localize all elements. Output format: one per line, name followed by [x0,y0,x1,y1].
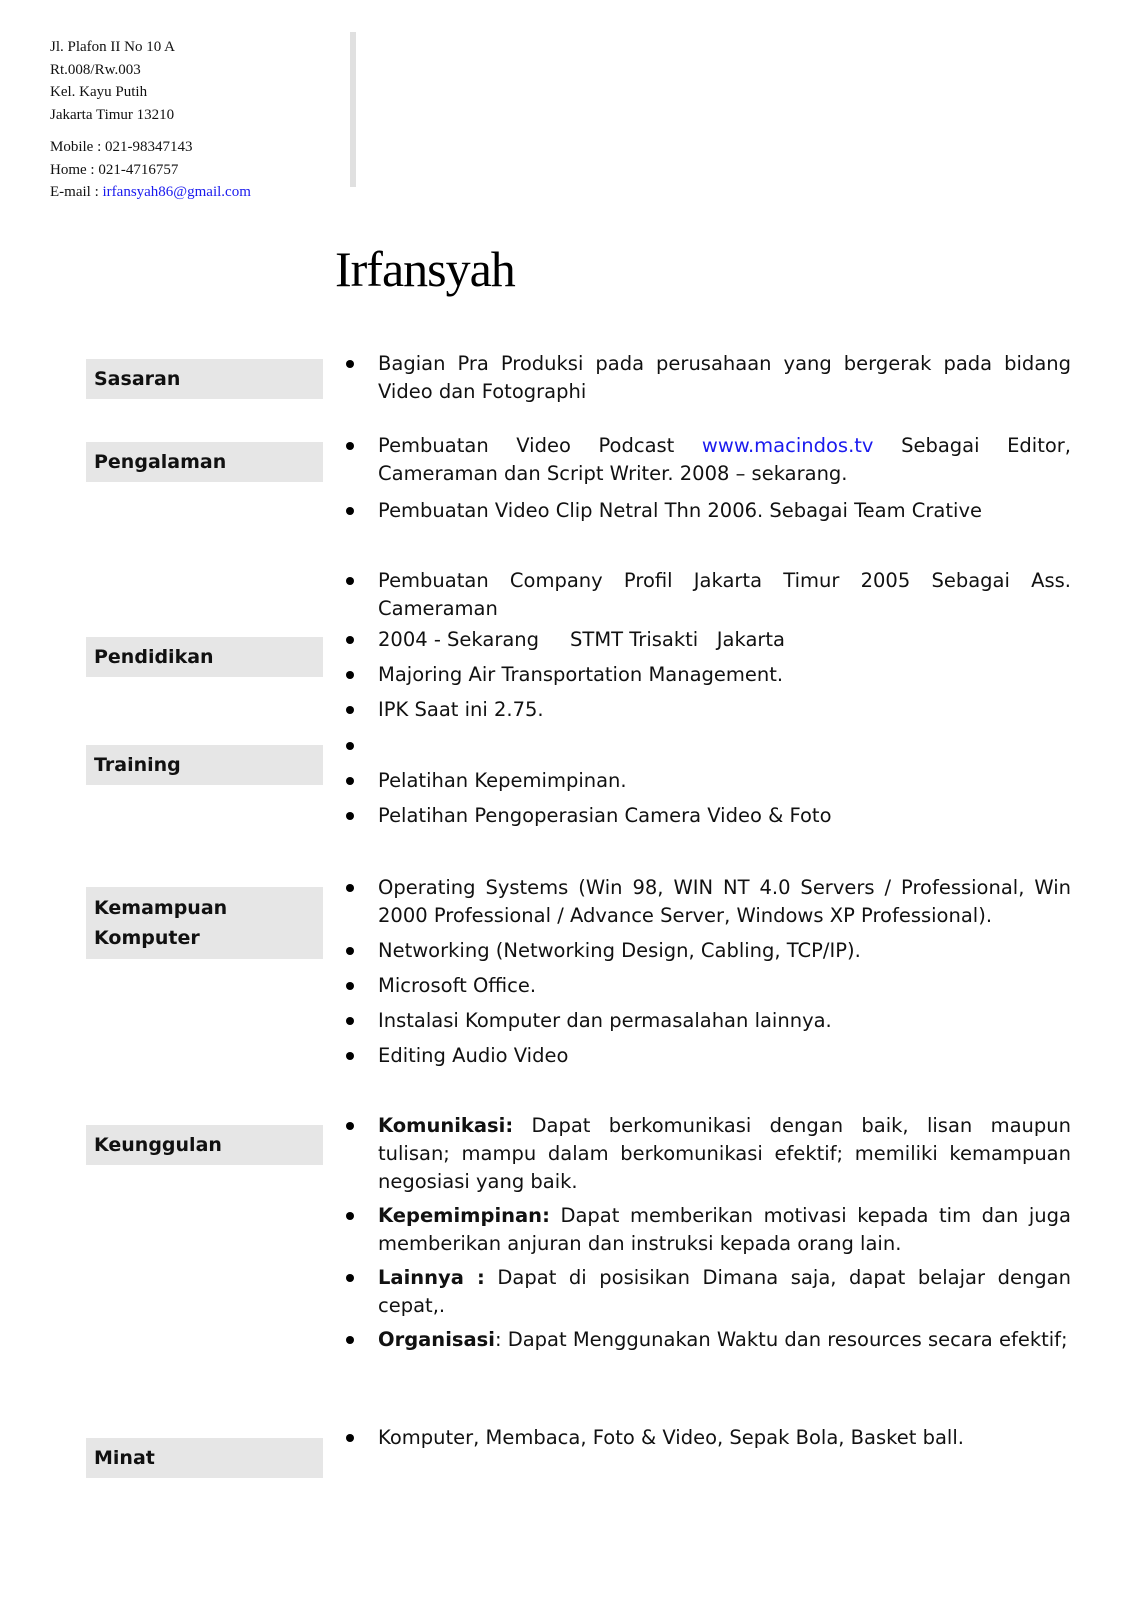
mobile-phone: Mobile : 021-98347143 [50,139,193,155]
email-label: E-mail : [50,184,99,200]
list-item: Kepemimpinan: Dapat memberikan motivasi kepada tim dan juga memberikan anjuran dan instruksi kepada orang lain. [346,1202,1071,1258]
list-item: Pembuatan Video Clip Netral Thn 2006. Sebagai Team Crative [346,497,1071,525]
list-item: Instalasi Komputer dan permasalahan lainnya. [346,1007,1071,1035]
list-item: IPK Saat ini 2.75. [346,696,1071,724]
list-item: Majoring Air Transportation Management. [346,661,1071,689]
list-item: Organisasi: Dapat Menggunakan Waktu dan resources secara efektif; [346,1326,1071,1354]
section-label-pengalaman: Pengalaman [86,442,323,482]
pengalaman-list [346,432,1071,623]
list-item: Komputer, Membaca, Foto & Video, Sepak Bola, Basket ball. [346,1424,1071,1452]
section-label-sasaran: Sasaran [86,359,323,399]
list-item: Pelatihan Pengoperasian Camera Video & Foto [346,802,1071,830]
training-list [346,732,1071,830]
list-item: Komunikasi: Dapat berkomunikasi dengan baik, lisan maupun tulisan; mampu dalam berkomunikasi efektif; memiliki kemampuan negosiasi yang baik. [346,1112,1071,1196]
section-label-training: Training [86,745,323,785]
kemampuan-komputer-list [346,874,1071,1070]
list-item: 2004 - Sekarang STMT Trisakti Jakarta [346,626,1071,654]
minat-list [346,1424,1071,1452]
list-item: Editing Audio Video [346,1042,1071,1070]
list-item: Pembuatan Video Podcast www.macindos.tv Sebagai Editor, Cameraman dan Script Writer. 2008 – sekarang. [346,432,1071,488]
keunggulan-list [346,1112,1071,1354]
list-item: Networking (Networking Design, Cabling, TCP/IP). [346,937,1071,965]
list-item: Pelatihan Kepemimpinan. [346,767,1071,795]
page-title: Irfansyah [335,241,515,297]
macindos-link[interactable]: www.macindos.tv [701,434,874,457]
section-label-kemampuan-komputer: Kemampuan Komputer [86,887,323,959]
email-row [50,181,350,204]
list-item: Bagian Pra Produksi pada perusahaan yang bergerak pada bidang Video dan Fotographi [346,350,1071,406]
pendidikan-list [346,626,1071,724]
contact-block [50,36,350,204]
list-item: Lainnya : Dapat di posisikan Dimana saja, dapat belajar dengan cepat,. [346,1264,1071,1320]
address-line: Kel. Kayu Putih [50,84,148,100]
list-item: Operating Systems (Win 98, WIN NT 4.0 Servers / Professional, Win 2000 Professional / Advance Server, Windows XP Professional). [346,874,1071,930]
section-label-minat: Minat [86,1438,323,1478]
divider-bar [350,32,356,187]
sasaran-list [346,350,1071,406]
address-line: Rt.008/Rw.003 [50,61,141,78]
list-item: Microsoft Office. [346,972,1071,1000]
email-link[interactable]: irfansyah86@gmail.com [102,184,251,200]
address-line: Jakarta Timur 13210 [50,106,175,123]
section-label-pendidikan: Pendidikan [86,637,323,677]
list-item [346,732,1071,760]
address-line: Jl. Plafon II No 10 A [50,39,175,55]
list-item: Pembuatan Company Profil Jakarta Timur 2005 Sebagai Ass. Cameraman [346,567,1071,623]
home-phone: Home : 021-4716757 [50,161,179,178]
section-label-keunggulan: Keunggulan [86,1125,323,1165]
